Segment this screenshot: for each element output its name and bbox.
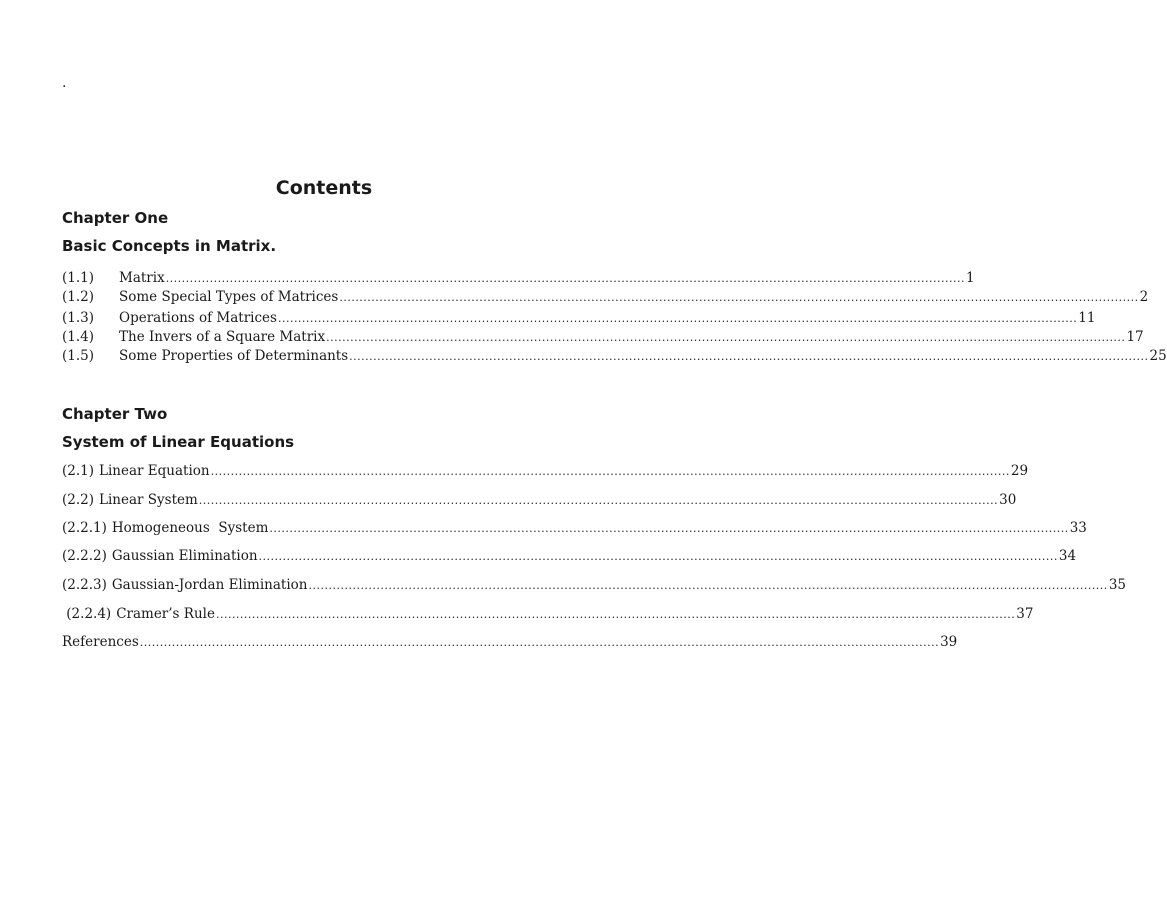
toc-entry-number: (2.2.2) [62, 548, 107, 564]
toc-entry-number: (1.2) [62, 289, 95, 305]
toc-entry-label: Operations of Matrices [119, 310, 277, 326]
toc-entry-page: 1 [966, 270, 975, 286]
toc-entry-2-2-1[interactable] [62, 518, 1087, 538]
toc-entry-label: The Invers of a Square Matrix [119, 329, 326, 345]
dot-leader: ........................................................................................................................................................................................................ [215, 608, 1016, 621]
toc-entry-page: 25 [1149, 348, 1167, 364]
toc-entry-number: (2.2) [62, 492, 95, 508]
toc-entry-1-3[interactable] [62, 308, 1096, 328]
toc-entry-page: 34 [1058, 548, 1077, 564]
toc-entry-page: 30 [999, 492, 1017, 508]
dot-leader: ........................................................................................................................................................................................................ [165, 272, 966, 285]
toc-entry-number: (1.1) [62, 270, 95, 286]
dot-leader: ........................................................................................................................................................................................................ [308, 579, 1108, 592]
toc-entry-label: Some Special Types of Matrices [119, 289, 339, 305]
toc-entry-page: 17 [1126, 329, 1144, 345]
toc-entry-2-2-4[interactable] [62, 604, 1034, 624]
dot-leader: ........................................................................................................................................................................................................ [339, 291, 1139, 304]
toc-entry-label: Linear Equation [99, 463, 210, 479]
dot-leader: ........................................................................................................................................................................................................ [269, 522, 1069, 535]
toc-entry-page: 29 [1010, 463, 1029, 479]
toc-entry-2-2[interactable] [62, 490, 1017, 510]
toc-entry-page: 33 [1069, 520, 1087, 536]
dot-leader: ........................................................................................................................................................................................................ [326, 331, 1126, 344]
toc-entry-page: 37 [1016, 606, 1034, 622]
toc-entry-page: 2 [1139, 289, 1149, 305]
chapter-one-heading: Chapter One [62, 209, 169, 227]
toc-entry-references[interactable] [62, 632, 958, 652]
toc-entry-label: Cramer’s Rule [116, 606, 215, 622]
chapter-one-subheading: Basic Concepts in Matrix. [62, 237, 277, 255]
toc-entry-2-1[interactable] [62, 461, 1029, 481]
dot-leader: ........................................................................................................................................................................................................ [139, 636, 940, 649]
toc-entry-1-1[interactable] [62, 268, 975, 288]
toc-entry-2-2-2[interactable] [62, 546, 1077, 566]
toc-entry-number: (1.4) [62, 329, 95, 345]
dot-leader: ........................................................................................................................................................................................................ [349, 350, 1149, 363]
toc-entry-page: 39 [940, 634, 958, 650]
toc-entry-label: Gaussian Elimination [111, 548, 258, 564]
toc-entry-label: Some Properties of Determinants [119, 348, 349, 364]
dot-leader: ........................................................................................................................................................................................................ [258, 550, 1058, 563]
toc-entry-number: (1.5) [62, 348, 95, 364]
dot-leader: ........................................................................................................................................................................................................ [210, 465, 1010, 478]
toc-entry-page: 11 [1078, 310, 1096, 326]
toc-entry-1-2[interactable] [62, 287, 1149, 307]
toc-entry-label: Homogeneous System [111, 520, 269, 536]
toc-entry-number: (2.1) [62, 463, 95, 479]
dot-leader: ........................................................................................................................................................................................................ [198, 494, 999, 507]
toc-entry-label: Linear System [99, 492, 198, 508]
toc-entry-label: Gaussian-Jordan Elimination [111, 577, 308, 593]
toc-entry-number: (2.2.4) [62, 606, 112, 622]
toc-entry-label: Matrix [119, 270, 165, 286]
toc-entry-number: (1.3) [62, 310, 95, 326]
toc-entry-1-4[interactable] [62, 327, 1144, 347]
chapter-two-subheading: System of Linear Equations [62, 433, 295, 451]
toc-entry-label: References [62, 634, 139, 650]
toc-entry-number: (2.2.3) [62, 577, 107, 593]
toc-entry-1-5[interactable] [62, 346, 1167, 366]
page-title: Contents [275, 177, 373, 199]
chapter-two-heading: Chapter Two [62, 405, 168, 423]
stray-mark: . [62, 75, 67, 91]
toc-entry-2-2-3[interactable] [62, 575, 1126, 595]
dot-leader: ........................................................................................................................................................................................................ [277, 312, 1078, 325]
toc-entry-page: 35 [1108, 577, 1126, 593]
toc-entry-number: (2.2.1) [62, 520, 107, 536]
